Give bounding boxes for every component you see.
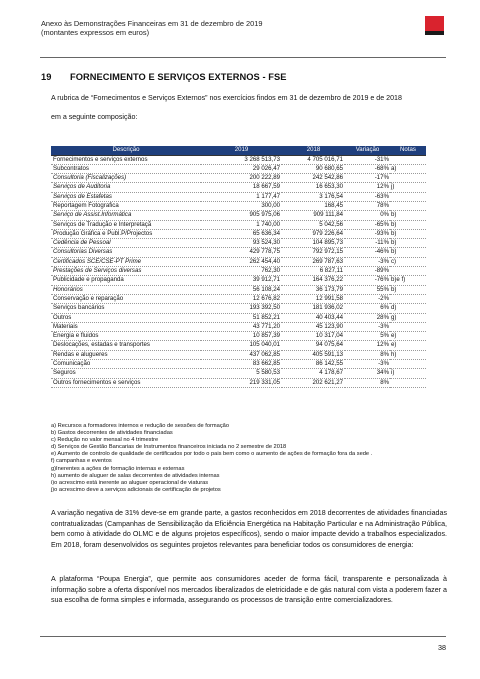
row-value-2018: 181 936,02	[282, 304, 345, 313]
table-row	[51, 322, 426, 331]
row-variation: -46%	[345, 248, 390, 257]
header-2018: 2018	[282, 146, 345, 155]
table-row	[51, 174, 426, 183]
row-variation: -76%	[345, 276, 390, 285]
row-value-2019: 762,30	[201, 267, 282, 276]
row-note	[390, 322, 426, 331]
row-variation: -89%	[345, 267, 390, 276]
row-description: Produção Gráfica e Publ.P/Projectos	[51, 229, 201, 238]
row-variation: 0%	[345, 211, 390, 220]
table-row	[51, 248, 426, 257]
row-value-2018: 164 376,22	[282, 276, 345, 285]
row-note: b)	[390, 229, 426, 238]
row-variation: -17%	[345, 174, 390, 183]
row-value-2019: 12 676,82	[201, 294, 282, 303]
row-value-2018: 5 042,56	[282, 220, 345, 229]
row-value-2018: 4 705 016,71	[282, 155, 345, 164]
table-row	[51, 378, 426, 387]
row-value-2018: 12 991,58	[282, 294, 345, 303]
row-note: b)	[390, 211, 426, 220]
row-variation: -3%	[345, 322, 390, 331]
row-value-2019: 300,00	[201, 201, 282, 210]
row-value-2019: 39 912,71	[201, 276, 282, 285]
row-variation: -65%	[345, 220, 390, 229]
row-value-2019: 193 392,50	[201, 304, 282, 313]
row-value-2019: 29 026,47	[201, 164, 282, 173]
footnote-item: f) campanhas e eventos	[51, 458, 112, 465]
fse-table	[51, 146, 426, 388]
row-value-2018: 90 680,65	[282, 164, 345, 173]
footnote-item: g)Inerentes a ações de formação internas e externas	[51, 465, 185, 472]
row-value-2018: 10 317,04	[282, 332, 345, 341]
row-note: d)	[390, 304, 426, 313]
row-note: a)	[390, 164, 426, 173]
footnote-item: c) Redução no valor mensal no 4 trimestre	[51, 437, 159, 444]
row-note: g)	[390, 313, 426, 322]
row-note: h)	[390, 350, 426, 359]
table-row	[51, 294, 426, 303]
footnote-item: h) aumento de aluguer de salas decorrentes de atividades internas	[51, 472, 220, 479]
row-variation: 8%	[345, 378, 390, 387]
row-variation: -93%	[345, 229, 390, 238]
table-row	[51, 313, 426, 322]
paragraph-poupa-energia: A plataforma “Poupa Energia”, que permite aos consumidores aceder de forma fácil, transparente e personalizada à informação sobre a oferta disponível nos mercados liberalizados de eletricidade e de gás natural com vista a poderem fazer a sua escolha de forma simples e informada, assegurando os processos de transição entre comercializadores.	[51, 575, 447, 605]
row-variation: -68%	[345, 164, 390, 173]
row-value-2018: 16 653,30	[282, 183, 345, 192]
table-row	[51, 220, 426, 229]
row-note: e)	[390, 341, 426, 350]
header-divider	[40, 57, 446, 58]
table-row	[51, 285, 426, 294]
footnote-item: e) Aumento de controlo de qualidade de certificados por todo o pais bem como o aumento de ações de formação fora da sede .	[51, 451, 373, 458]
row-value-2018: 6 827,11	[282, 267, 345, 276]
row-note: c)	[390, 257, 426, 266]
row-description: Consultorias Diversas	[51, 248, 201, 257]
table-body	[51, 155, 426, 387]
row-description: Energia e fluidos	[51, 332, 201, 341]
section-number: 19	[41, 72, 52, 82]
table-row	[51, 304, 426, 313]
row-note: b)e f)	[390, 276, 426, 285]
row-note	[390, 294, 426, 303]
row-description: Rendas e alugueres	[51, 350, 201, 359]
row-value-2018: 168,45	[282, 201, 345, 210]
table-row	[51, 211, 426, 220]
row-value-2018: 36 173,79	[282, 285, 345, 294]
row-variation: 12%	[345, 183, 390, 192]
row-value-2019: 18 667,59	[201, 183, 282, 192]
table-row	[51, 155, 426, 164]
row-variation: 34%	[345, 369, 390, 378]
table-row	[51, 164, 426, 173]
row-note: j)	[390, 183, 426, 192]
row-value-2019: 262 454,40	[201, 257, 282, 266]
row-description: Consultoria (Fiscalizações)	[51, 174, 201, 183]
row-value-2018: 242 542,86	[282, 174, 345, 183]
row-value-2018: 40 403,44	[282, 313, 345, 322]
row-variation: -2%	[345, 294, 390, 303]
table-row	[51, 341, 426, 350]
row-description: Cedência de Pessoal	[51, 239, 201, 248]
row-note	[390, 201, 426, 210]
row-note	[390, 174, 426, 183]
row-description: Deslocações, estadas e transportes	[51, 341, 201, 350]
row-value-2018: 792 972,15	[282, 248, 345, 257]
table-footnotes	[51, 423, 451, 494]
row-value-2019: 905 975,06	[201, 211, 282, 220]
row-note	[390, 378, 426, 387]
row-value-2018: 405 591,13	[282, 350, 345, 359]
row-variation: -31%	[345, 155, 390, 164]
row-variation: 12%	[345, 341, 390, 350]
row-description: Certificados SCE/CSE-PT Prime	[51, 257, 201, 266]
header-title: Anexo às Demonstrações Financeiras em 31 de dezembro de 2019	[41, 19, 263, 28]
row-variation: 5%	[345, 332, 390, 341]
row-note	[390, 155, 426, 164]
row-description: Materiais	[51, 322, 201, 331]
row-value-2018: 909 111,84	[282, 211, 345, 220]
intro-line-1: A rubrica de “Fornecimentos e Serviços Externos” nos exercícios findos em 31 de dezembro de 2019 e de 2018	[51, 94, 402, 102]
row-value-2018: 104 895,73	[282, 239, 345, 248]
row-description: Serviço de Assist.Informática	[51, 211, 201, 220]
header-description: Descrição	[51, 146, 201, 155]
company-logo-bar	[425, 31, 444, 35]
table-row	[51, 267, 426, 276]
row-value-2019: 437 062,85	[201, 350, 282, 359]
row-variation: -3%	[345, 360, 390, 369]
row-description: Reportagem Fotografica	[51, 201, 201, 210]
row-value-2019: 83 662,85	[201, 360, 282, 369]
row-value-2019: 43 771,20	[201, 322, 282, 331]
row-variation: 28%	[345, 313, 390, 322]
row-value-2019: 105 040,01	[201, 341, 282, 350]
table-row	[51, 369, 426, 378]
row-value-2018: 45 123,90	[282, 322, 345, 331]
table-row	[51, 350, 426, 359]
row-variation: 8%	[345, 350, 390, 359]
row-value-2018: 269 787,63	[282, 257, 345, 266]
row-description: Comunicação	[51, 360, 201, 369]
table-row	[51, 201, 426, 210]
row-value-2018: 3 176,54	[282, 192, 345, 201]
row-value-2019: 219 331,05	[201, 378, 282, 387]
row-description: Fornecimentos e serviços externos	[51, 155, 201, 164]
header-variation: Variação	[345, 146, 390, 155]
section-heading: FORNECIMENTO E SERVIÇOS EXTERNOS - FSE	[70, 72, 287, 82]
row-value-2019: 51 852,21	[201, 313, 282, 322]
row-description: Prestações de Serviços diversas	[51, 267, 201, 276]
row-value-2019: 429 778,75	[201, 248, 282, 257]
row-description: Serviços de Tradução e Interpretaçã	[51, 220, 201, 229]
row-value-2019: 65 636,34	[201, 229, 282, 238]
row-note: e)	[390, 332, 426, 341]
row-variation: 55%	[345, 285, 390, 294]
page-number: 38	[438, 643, 446, 652]
table-row	[51, 229, 426, 238]
row-description: Subcontratos	[51, 164, 201, 173]
table-row	[51, 360, 426, 369]
row-value-2019: 56 108,24	[201, 285, 282, 294]
footer-divider	[40, 636, 446, 637]
header-subtitle: (montantes expressos em euros)	[41, 28, 150, 38]
row-value-2019: 3 268 513,73	[201, 155, 282, 164]
row-note	[390, 360, 426, 369]
footnote-item: b) Gastos decorrentes de atividades financiadas	[51, 430, 173, 437]
row-description: Honorários	[51, 285, 201, 294]
footnote-item: i)o acrescimo está inerente ao aluguer operacional de viaturas	[51, 479, 209, 486]
row-note: b)	[390, 220, 426, 229]
row-description: Serviços bancários	[51, 304, 201, 313]
row-value-2018: 4 178,67	[282, 369, 345, 378]
row-description: Publicidade e propaganda	[51, 276, 201, 285]
intro-line-2: em a seguinte composição:	[51, 113, 138, 121]
table-row	[51, 239, 426, 248]
row-description: Outros fornecimentos e serviços	[51, 378, 201, 387]
header-2019: 2019	[201, 146, 282, 155]
header-notes: Notas	[390, 146, 426, 155]
row-value-2019: 10 857,39	[201, 332, 282, 341]
row-value-2019: 200 222,89	[201, 174, 282, 183]
section-title	[41, 72, 286, 82]
row-description: Outros	[51, 313, 201, 322]
row-description: Seguros	[51, 369, 201, 378]
table-row	[51, 192, 426, 201]
company-logo	[425, 16, 444, 31]
row-description: Serviços de Estafetas	[51, 192, 201, 201]
row-note: b)	[390, 285, 426, 294]
row-value-2019: 1 740,00	[201, 220, 282, 229]
row-value-2018: 979 226,64	[282, 229, 345, 238]
row-variation: -63%	[345, 192, 390, 201]
row-variation: -11%	[345, 239, 390, 248]
row-note	[390, 192, 426, 201]
row-description: Serviços de Auditoria	[51, 183, 201, 192]
row-value-2018: 94 075,64	[282, 341, 345, 350]
footnote-item: a) Recursos a formadores internos e redução de sessões de formação	[51, 423, 229, 429]
table-row	[51, 183, 426, 192]
row-variation: 78%	[345, 201, 390, 210]
document-header	[41, 19, 262, 38]
footnote-item: d) Serviços de Gestão Bancarias de Instrumentos financeiros iniciada no 2 semestre de 2018	[51, 444, 287, 451]
table-header-row	[51, 146, 426, 155]
row-note: b)	[390, 239, 426, 248]
row-note	[390, 267, 426, 276]
paragraph-variation: A variação negativa de 31% deve-se em grande parte, a gastos reconhecidos em 2018 decorrentes de atividades financiadas contratualizadas (Campanhas de Sensibilização da Eficiência Energética na Habitação Particular e na Administração Pública, bem como à atividade do OLMC e de alguns projetos específicos), sendo o maior impacte devido a trabalhos especializados. Em 2018, foram desenvolvidos os seguintes projetos relevantes para beneficiar todos os consumidores de energia:	[51, 509, 447, 550]
row-value-2019: 93 524,30	[201, 239, 282, 248]
table-row	[51, 257, 426, 266]
row-value-2019: 1 177,47	[201, 192, 282, 201]
table-row	[51, 276, 426, 285]
table-row	[51, 332, 426, 341]
row-note: b)	[390, 248, 426, 257]
section-intro	[51, 89, 447, 127]
row-variation: -3%	[345, 257, 390, 266]
row-value-2018: 86 142,55	[282, 360, 345, 369]
row-variation: 6%	[345, 304, 390, 313]
row-description: Conservação e reparação	[51, 294, 201, 303]
footnote-item: j)o acrescimo deve a serviços adicionais de certificação de projetos	[51, 486, 221, 493]
row-value-2019: 5 580,53	[201, 369, 282, 378]
row-note: i)	[390, 369, 426, 378]
row-value-2018: 202 621,27	[282, 378, 345, 387]
